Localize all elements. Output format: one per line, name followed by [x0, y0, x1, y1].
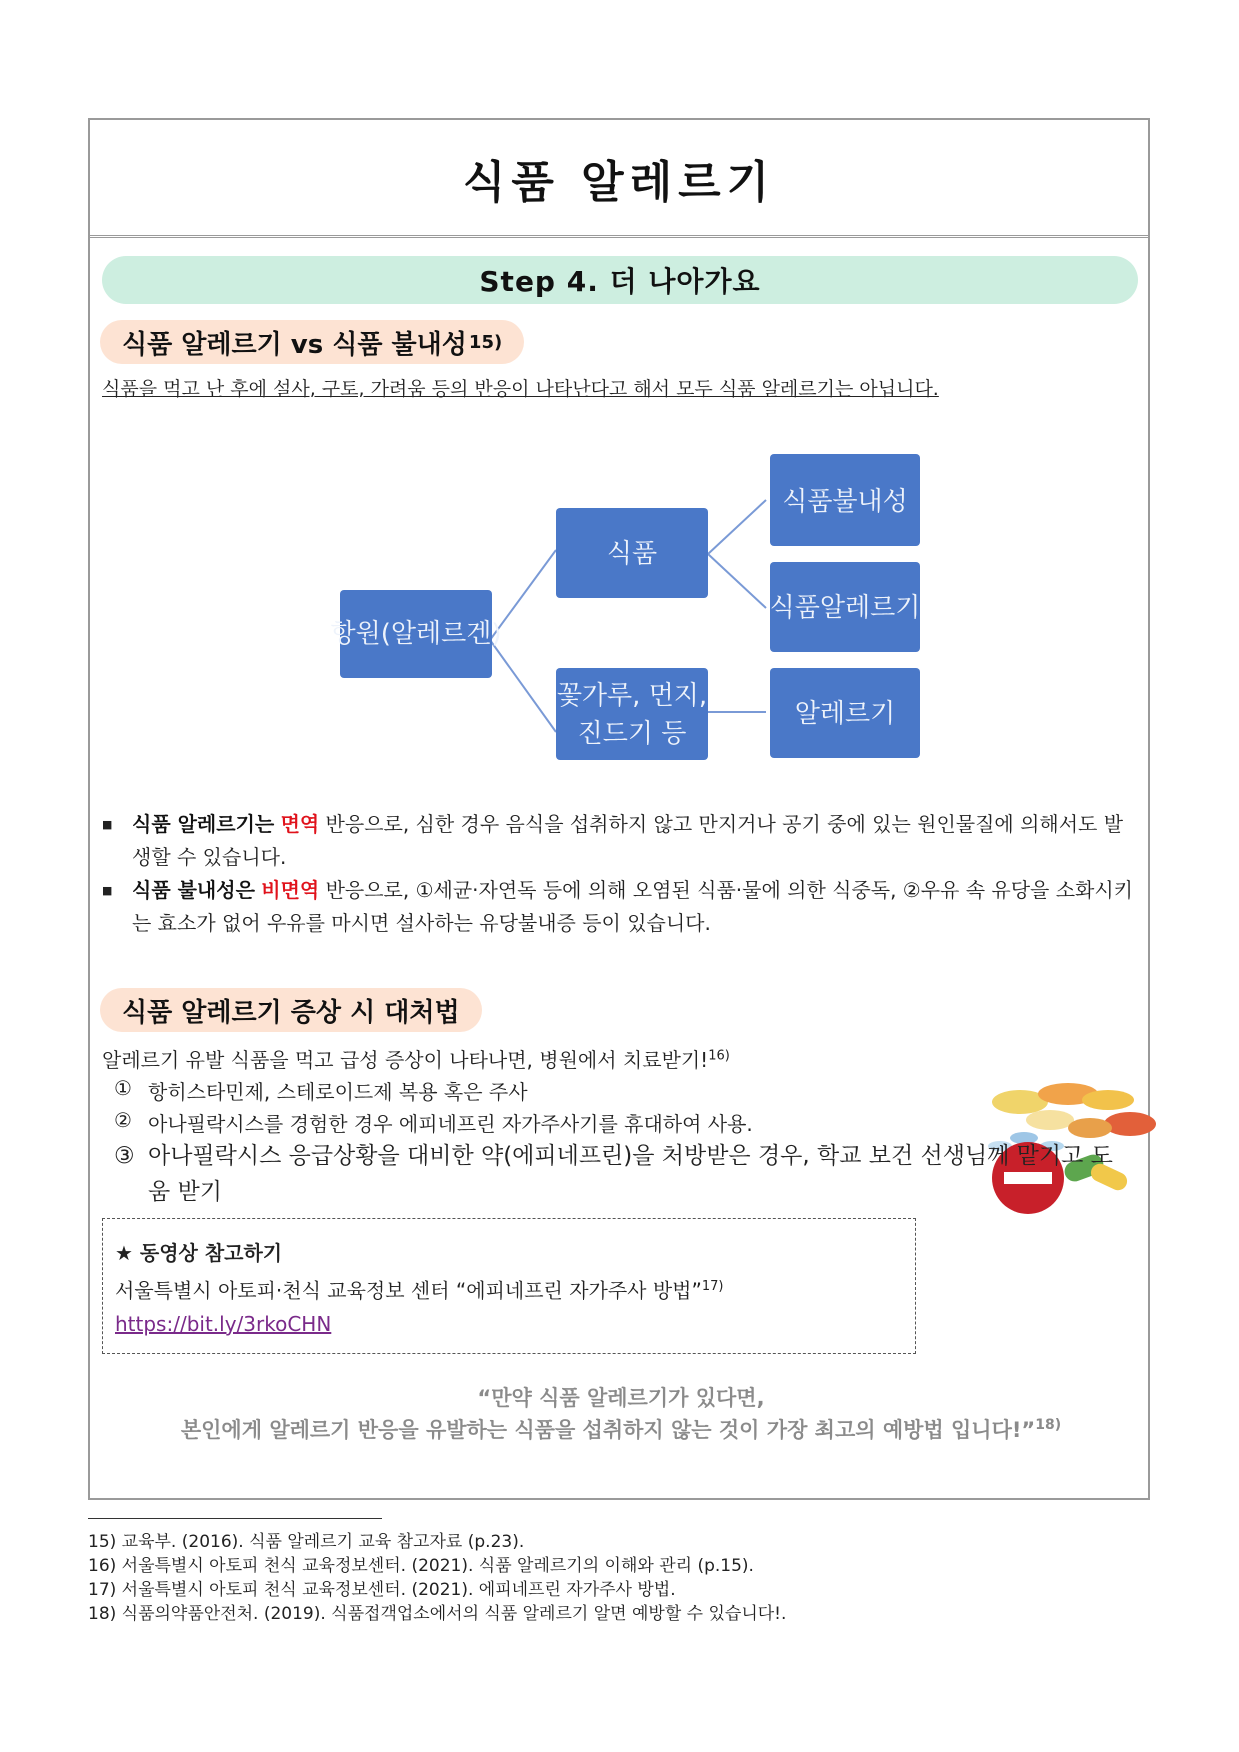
node-allergy-label: 알레르기: [794, 699, 896, 729]
bullet-term: 식품 알레르기는: [132, 812, 275, 836]
node-food: [556, 508, 708, 598]
response-lead: [102, 1044, 730, 1073]
node-other-line2: 진드기 등: [577, 719, 687, 749]
section-heading-text: 식품 알레르기 증상 시 대처법: [122, 997, 460, 1028]
item-text: 아나필락시스를 경험한 경우 에피네프린 자가주사기를 휴대하여 사용.: [148, 1112, 753, 1136]
quote-line-1: “만약 식품 알레르기가 있다면,: [477, 1386, 765, 1410]
bullet-food-allergy: [102, 808, 1138, 874]
response-item-2: [114, 1108, 753, 1137]
video-reference-box: [102, 1218, 916, 1354]
bullet-food-intolerance: [102, 874, 1138, 940]
footnote-divider: [88, 1518, 382, 1519]
allergy-vs-intolerance-list: [102, 808, 1138, 940]
item-text: 아나필락시스 응급상황을 대비한 약(에피네프린)을 처방받은 경우, 학교 보건 선생님께 맡기고 도움 받기: [148, 1143, 1113, 1205]
allergen-diagram: [90, 120, 1152, 820]
node-antigen: [331, 590, 502, 678]
section-heading-response: [100, 988, 482, 1032]
bullet-text: 반응으로, ①세균·자연독 등에 의해 오염된 식품·물에 의한 식중독, ②우유 속 유당을 소화시키는 효소가 없어 우유를 마시면 설사하는 유당불내증 등이 있습니다.: [132, 878, 1133, 935]
footnote-ref: 16): [708, 1048, 730, 1064]
footnote-item: 16) 서울특별시 아토피 천식 교육정보센터. (2021). 식품 알레르기의 이해와 관리 (p.15).: [88, 1556, 754, 1576]
node-intolerance-label: 식품불내성: [782, 487, 908, 517]
content-frame: [88, 118, 1150, 1500]
node-other-allergens: [556, 668, 708, 760]
item-number: ①: [114, 1076, 132, 1100]
item-text: 항히스타민제, 스테로이드제 복용 혹은 주사: [148, 1080, 528, 1104]
node-allergy: [770, 668, 920, 758]
response-item-1: [114, 1076, 528, 1105]
video-link[interactable]: https://bit.ly/3rkoCHN: [115, 1311, 332, 1336]
bullet-text: 반응으로, 심한 경우 음식을 섭취하지 않고 만지거나 공기 중에 있는 원인물질에 의해서도 발생할 수 있습니다.: [132, 812, 1124, 869]
item-number: ③: [114, 1143, 135, 1169]
response-item-3: [114, 1138, 1126, 1210]
footnote-item: 18) 식품의약품안전처. (2019). 식품접객업소에서의 식품 알레르기 알면 예방할 수 있습니다!.: [88, 1604, 787, 1624]
video-heading: ★ 동영상 참고하기: [115, 1241, 283, 1265]
footnotes: [88, 1530, 786, 1626]
footnote-ref: 18): [1035, 1417, 1062, 1433]
footnote-item: 15) 교육부. (2016). 식품 알레르기 교육 참고자료 (p.23).: [88, 1532, 525, 1552]
node-other-line1: 꽃가루, 먼지,: [556, 681, 708, 711]
node-intolerance: [770, 454, 920, 546]
video-description-text: 서울특별시 아토피·천식 교육정보 센터 “에피네프린 자가주사 방법”: [115, 1278, 702, 1303]
item-number: ②: [114, 1108, 132, 1132]
node-food-label: 식품: [606, 539, 658, 569]
footnote-ref: 15): [468, 331, 503, 353]
node-food-allergy-label: 식품알레르기: [769, 593, 921, 623]
footnote-item: 17) 서울특별시 아토피 천식 교육정보센터. (2021). 에피네프린 자가주사 방법.: [88, 1580, 676, 1600]
video-description: [115, 1270, 903, 1308]
intro-text: 식품을 먹고 난 후에 설사, 구토, 가려움 등의 반응이 나타난다고 해서 모두 식품 알레르기는 아닙니다.: [102, 378, 939, 400]
bullet-keyword: 비면역: [261, 878, 320, 902]
node-antigen-label: 항원(알레르겐): [330, 619, 502, 649]
quote-line-2: [90, 1414, 1152, 1444]
bullet-keyword: 면역: [280, 812, 320, 836]
bullet-term: 식품 불내성은: [132, 878, 255, 902]
step-banner: Step 4. 더 나아가요: [102, 256, 1138, 304]
quote-line-2-text: 본인에게 알레르기 반응을 유발하는 식품을 섭취하지 않는 것이 가장 최고의 예방법 입니다!”: [180, 1418, 1036, 1442]
section-heading-text: 식품 알레르기 vs 식품 불내성: [122, 329, 467, 360]
footnote-ref: 17): [701, 1279, 724, 1294]
page-title: 식품 알레르기: [462, 156, 776, 208]
response-lead-text: 알레르기 유발 식품을 먹고 급성 증상이 나타나면, 병원에서 치료받기!: [102, 1048, 709, 1072]
node-food-allergy: [770, 562, 921, 652]
